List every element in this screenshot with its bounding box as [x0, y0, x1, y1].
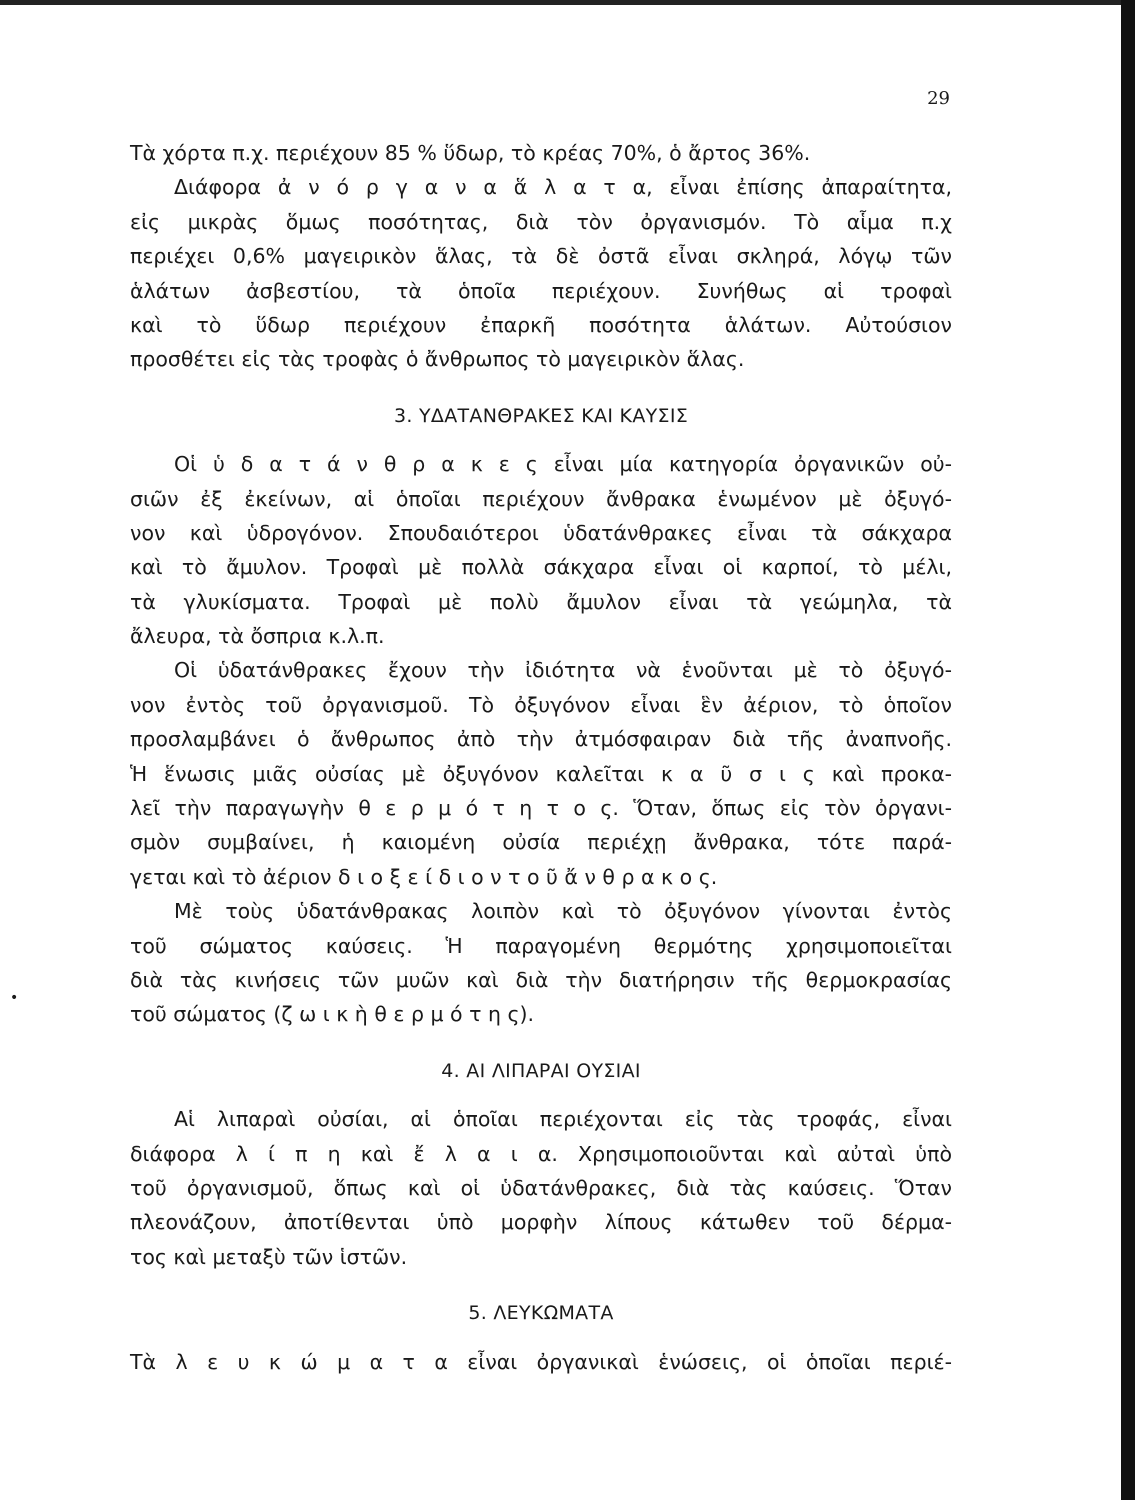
text-line: ἄλευρα, τὰ ὄσπρια κ.λ.π.	[130, 624, 385, 649]
text-line: τοῦ ὀργανισμοῦ, ὅπως καὶ οἱ ὑδατάνθρακες, διὰ τὰς καύσεις. Ὅταν	[130, 1175, 952, 1200]
text-line: λεῖ τὴν παραγωγὴν θ ε ρ μ ό τ η τ ο ς. Ὅταν, ὅπως εἰς τὸν ὀργανι-	[130, 796, 952, 821]
text-line: προσλαμβάνει ὁ ἄνθρωπος ἀπὸ τὴν ἀτμόσφαιραν διὰ τῆς ἀναπνοῆς.	[130, 727, 952, 752]
paragraph-7	[130, 1345, 952, 1379]
paragraph-3	[130, 447, 952, 653]
section-heading-carbohydrates: 3. ΥΔΑΤΑΝΘΡΑΚΕΣ ΚΑΙ ΚΑΥΣΙΣ	[393, 404, 689, 427]
text-line: Οἱ ὑ δ α τ ά ν θ ρ α κ ε ς εἶναι μία κατηγορία ὀργανικῶν οὐ-	[174, 452, 952, 477]
section-heading-proteins: 5. ΛΕΥΚΩΜΑΤΑ	[468, 1302, 614, 1325]
text-line: σιῶν ἐξ ἐκείνων, αἱ ὁποῖαι περιέχουν ἄνθρακα ἑνωμένον μὲ ὀξυγό-	[130, 486, 952, 511]
text-line: πλεονάζουν, ἀποτίθενται ὑπὸ μορφὴν λίπους κάτωθεν τοῦ δέρμα-	[130, 1210, 952, 1235]
stray-mark: •	[10, 990, 19, 1006]
text-line: Αἱ λιπαραὶ οὐσίαι, αἱ ὁποῖαι περιέχονται εἰς τὰς τροφάς, εἶναι	[174, 1107, 952, 1132]
text-line: Οἱ ὑδατάνθρακες ἔχουν τὴν ἰδιότητα νὰ ἑνοῦνται μὲ τὸ ὀξυγό-	[174, 658, 952, 683]
text-line: περιέχει 0,6% μαγειρικὸν ἅλας, τὰ δὲ ὀστᾶ εἶναι σκληρά, λόγῳ τῶν	[130, 244, 952, 269]
text-line: Διάφορα ἀ ν ό ρ γ α ν α ἅ λ α τ α, εἶναι ἐπίσης ἀπαραίτητα,	[174, 175, 952, 200]
text-line: εἰς μικρὰς ὅμως ποσότητας, διὰ τὸν ὀργανισμόν. Τὸ αἷμα π.χ	[130, 209, 952, 234]
text-line: τος καὶ μεταξὺ τῶν ἱστῶν.	[130, 1244, 408, 1269]
text-line: γεται καὶ τὸ ἀέριον δ ι ο ξ ε ί δ ι ο ν τ ο ῦ ἄ ν θ ρ α κ ο ς.	[130, 864, 718, 889]
paragraph-5	[130, 894, 952, 1032]
text-line: τοῦ σώματος καύσεις. Ἡ παραγομένη θερμότης χρησιμοποιεῖται	[130, 933, 952, 958]
paragraph-2	[130, 170, 952, 376]
text-line: νον καὶ ὑδρογόνον. Σπουδαιότεροι ὑδατάνθρακες εἶναι τὰ σάκχαρα	[130, 520, 952, 545]
text-line: καὶ τὸ ὕδωρ περιέχουν ἐπαρκῆ ποσότητα ἁλάτων. Αὐτούσιον	[130, 312, 952, 337]
text-line: Τὰ χόρτα π.χ. περιέχουν 85 % ὕδωρ, τὸ κρέας 70%, ὁ ἄρτος 36%.	[130, 141, 811, 165]
page-body	[130, 136, 952, 1379]
text-line: τοῦ σώματος (ζ ω ι κ ὴ θ ε ρ μ ό τ η ς).	[130, 1002, 535, 1027]
text-line: Μὲ τοὺς ὑδατάνθρακας λοιπὸν καὶ τὸ ὀξυγόνον γίνονται ἐντὸς	[174, 899, 952, 924]
text-line: διὰ τὰς κινήσεις τῶν μυῶν καὶ διὰ τὴν διατήρησιν τῆς θερμοκρασίας	[130, 967, 952, 992]
scan-edge-top	[0, 0, 1135, 5]
text-line: προσθέτει εἰς τὰς τροφὰς ὁ ἄνθρωπος τὸ μαγειρικὸν ἅλας.	[130, 347, 745, 372]
text-line: Τὰ λ ε υ κ ώ μ α τ α εἶναι ὀργανικαὶ ἑνώσεις, οἱ ὁποῖαι περιέ-	[130, 1349, 952, 1374]
page-number: 29	[927, 88, 950, 109]
paragraph-1	[130, 136, 952, 170]
text-line: νον ἐντὸς τοῦ ὀργανισμοῦ. Τὸ ὀξυγόνον εἶναι ἓν ἀέριον, τὸ ὁποῖον	[130, 692, 952, 717]
section-heading-fats: 4. ΑΙ ΛΙΠΑΡΑΙ ΟΥΣΙΑΙ	[441, 1059, 641, 1082]
paragraph-6	[130, 1102, 952, 1274]
text-line: σμὸν συμβαίνει, ἡ καιομένη οὐσία περιέχῃ ἄνθρακα, τότε παρά-	[130, 830, 952, 855]
text-line: Ἡ ἕνωσις μιᾶς οὐσίας μὲ ὀξυγόνον καλεῖται κ α ῦ σ ι ς καὶ προκα-	[130, 761, 952, 786]
paragraph-4	[130, 653, 952, 894]
text-line: καὶ τὸ ἄμυλον. Τροφαὶ μὲ πολλὰ σάκχαρα εἶναι οἱ καρποί, τὸ μέλι,	[130, 555, 952, 580]
text-line: διάφορα λ ί π η καὶ ἔ λ α ι α. Χρησιμοποιοῦνται καὶ αὐταὶ ὑπὸ	[130, 1141, 952, 1166]
scan-edge-right	[1121, 0, 1135, 1500]
text-line: ἁλάτων ἀσβεστίου, τὰ ὁποῖα περιέχουν. Συνήθως αἱ τροφαὶ	[130, 278, 952, 303]
text-line: τὰ γλυκίσματα. Τροφαὶ μὲ πολὺ ἄμυλον εἶναι τὰ γεώμηλα, τὰ	[130, 589, 952, 614]
